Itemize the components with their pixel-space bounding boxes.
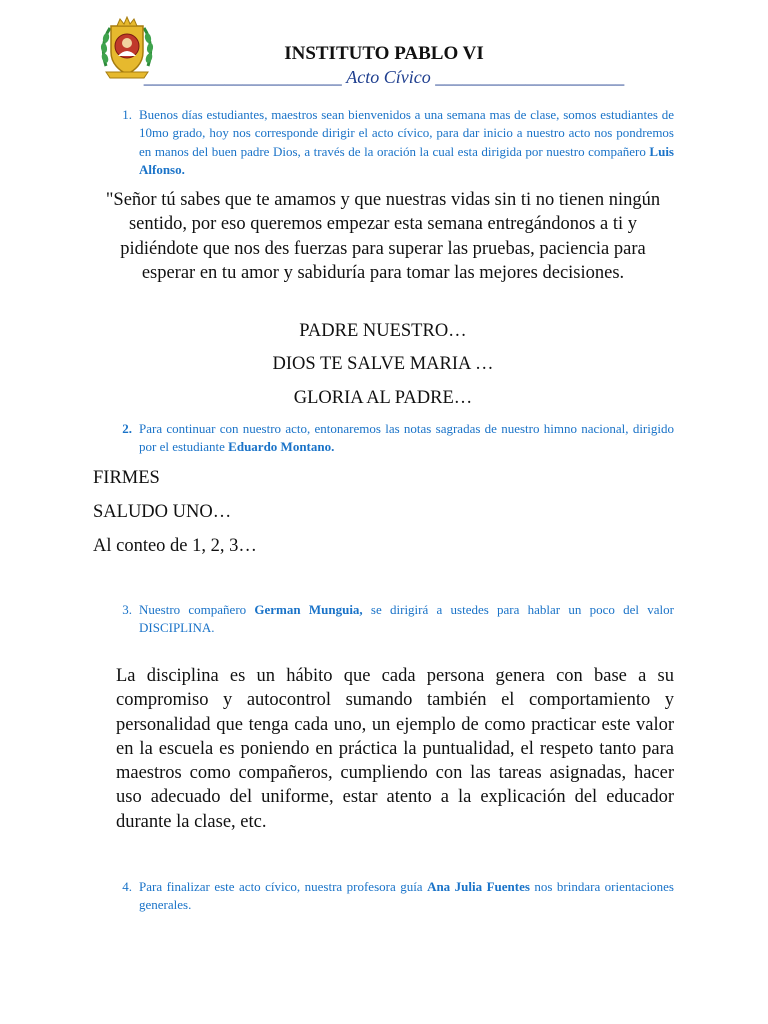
prayer-line: PADRE NUESTRO…: [299, 321, 467, 341]
step-1: [114, 106, 674, 179]
anthem-command: FIRMES: [93, 468, 160, 488]
step-name: Eduardo Montano.: [228, 439, 335, 455]
step-body-after: nos brindara orientaciones generales.: [139, 879, 674, 913]
step-body: Nuestro compañero: [139, 602, 255, 617]
anthem-command: SALUDO UNO…: [93, 502, 232, 522]
step-text: [139, 420, 674, 457]
step-name: Luis Alfonso.: [139, 143, 674, 177]
step-text: [139, 878, 674, 915]
step-text: [139, 106, 674, 179]
step-body: Buenos días estudiantes, maestros sean bienvenidos a una semana mas de clase, somos estudiantes de 10mo grado, hoy nos corresponde dirigir el acto cívico, para dar inicio a nuestro acto nos pondremos en manos del buen padre Dios, a través de la oración la cual esta dirigida por nuestro compañero: [139, 107, 674, 159]
prayer-text: "Señor tú sabes que te amamos y que nuestras vidas sin ti no tienen ningún sentido, por eso queremos empezar esta semana entregándonos a ti y pidiéndote que nos des fuerzas para superar las pruebas, paciencia para esperar en tu amor y sabiduría para tomar las mejores decisiones.: [105, 190, 661, 283]
page-subtitle: [90, 66, 678, 88]
step-text: [139, 601, 674, 638]
subtitle-underline-left: ______________________: [143, 67, 342, 87]
step-3: [114, 601, 674, 638]
step-number: 1.: [122, 107, 132, 122]
step-body: Para continuar con nuestro acto, entonaremos las notas sagradas de nuestro himno nacional, dirigido por el estudiante: [139, 421, 674, 455]
step-2: [114, 420, 674, 457]
subtitle-text: Acto Cívico: [346, 67, 431, 87]
discipline-paragraph: La disciplina es un hábito que cada persona genera con base a su compromiso y autocontrol sumando también el comportamiento y personalidad que tenga cada uno, un ejemplo de como practicar este valor en la escuela es poniendo en práctica la puntualidad, el respeto tanto para maestros como compañeros, cumpliendo con las tareas asignadas, hacer uso adecuado del uniforme, estar atento a la explicación del educador durante la clase, etc.: [116, 666, 674, 832]
prayer-line: GLORIA AL PADRE…: [293, 388, 473, 408]
step-number: 4.: [122, 879, 132, 894]
step-number: 3.: [122, 602, 132, 617]
step-4: [114, 878, 674, 915]
step-name: German Munguia,: [254, 602, 363, 617]
step-body-after: se dirigirá a ustedes para hablar un poco del valor DISCIPLINA.: [139, 602, 674, 636]
subtitle-underline-right: _____________________: [435, 67, 625, 87]
page-title: INSTITUTO PABLO VI: [284, 43, 484, 64]
step-body: Para finalizar este acto cívico, nuestra profesora guía: [139, 879, 428, 894]
step-number: 2.: [122, 421, 132, 436]
step-name: Ana Julia Fuentes: [427, 879, 530, 894]
document-header: [90, 42, 678, 88]
anthem-command: Al conteo de 1, 2, 3…: [93, 536, 257, 556]
prayer-line: DIOS TE SALVE MARIA …: [272, 354, 494, 374]
